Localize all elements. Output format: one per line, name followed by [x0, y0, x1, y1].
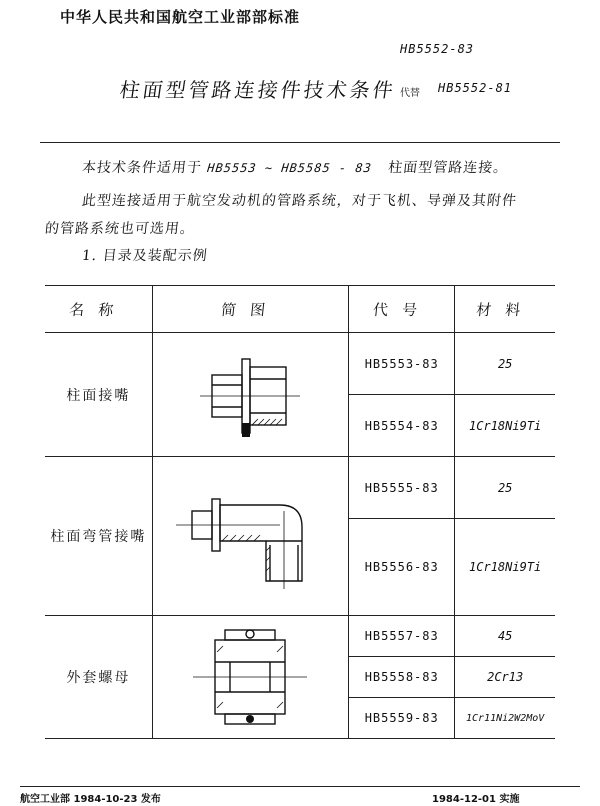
header-sketch: 简图 — [150, 286, 351, 333]
replaces-number: HB5552-81 — [438, 81, 513, 95]
part-code: HB5555-83 — [349, 457, 455, 519]
footer-issued: 航空工业部 1984-10-23 发布 — [20, 794, 161, 805]
replaces-label: 代替 — [400, 88, 420, 99]
table-header-row — [45, 286, 555, 333]
sketch-cell — [152, 457, 348, 616]
part-material: 45 — [455, 616, 555, 657]
header-code: 代号 — [346, 286, 457, 333]
intro-line-1: 本技术条件适用于 HB5553 ~ HB5585 - 83 柱面型管路连接。 — [81, 160, 510, 176]
standard-issuer: 中华人民共和国航空工业部部标准 — [60, 8, 301, 26]
elbow-fitting-drawing — [170, 481, 330, 591]
part-material: 25 — [455, 457, 555, 519]
part-code: HB5559-83 — [349, 698, 455, 739]
header-material: 材料 — [452, 286, 557, 333]
union-nut-drawing — [185, 622, 315, 732]
table-row — [45, 457, 555, 519]
header-name: 名称 — [43, 286, 155, 333]
sketch-cell — [152, 616, 348, 739]
part-code: HB5554-83 — [349, 395, 455, 457]
section-heading: 1. 目录及装配示例 — [81, 248, 209, 264]
footer-rule — [20, 786, 580, 787]
intro-line-2: 此型连接适用于航空发动机的管路系统，对于飞机、导弹及其附件 — [81, 193, 518, 209]
part-code: HB5553-83 — [349, 333, 455, 395]
part-material: 2Cr13 — [455, 657, 555, 698]
table-row — [45, 333, 555, 395]
intro-line-3: 的管路系统也可选用。 — [44, 221, 196, 237]
parts-table — [45, 285, 555, 739]
part-material: 1Cr18Ni9Ti — [455, 395, 555, 457]
part-material: 1Cr11Ni2W2MoV — [455, 698, 555, 739]
table-row — [45, 616, 555, 657]
document-title: 柱面型管路连接件技术条件 — [118, 78, 398, 102]
part-code: HB5556-83 — [349, 519, 455, 616]
part-name: 柱面弯管接嘴 — [45, 457, 152, 616]
part-code: HB5557-83 — [349, 616, 455, 657]
part-material: 1Cr18Ni9Ti — [455, 519, 555, 616]
standard-number: HB5552-83 — [400, 42, 475, 56]
part-name: 柱面接嘴 — [45, 333, 152, 457]
part-code: HB5558-83 — [349, 657, 455, 698]
part-name: 外套螺母 — [45, 616, 152, 739]
footer-effective: 1984-12-01 实施 — [432, 794, 520, 805]
sketch-cell — [152, 333, 348, 457]
straight-fitting-drawing — [190, 345, 310, 445]
header-rule — [40, 142, 560, 143]
part-material: 25 — [455, 333, 555, 395]
